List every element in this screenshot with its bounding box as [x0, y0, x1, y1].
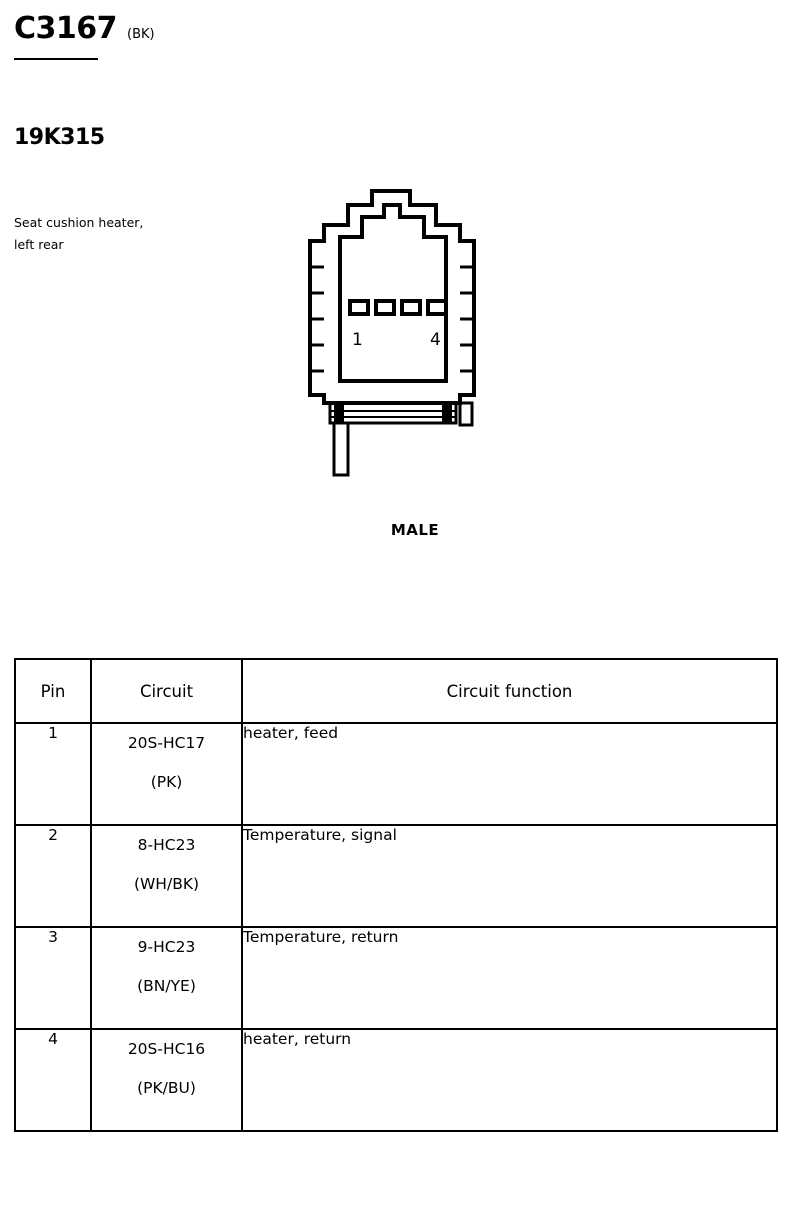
connector-description [14, 212, 194, 256]
column-header-pin: Pin [15, 659, 91, 723]
connector-svg [300, 175, 530, 485]
connector-shroud-tab-right [442, 403, 452, 423]
connector-stem [334, 423, 348, 475]
connector-inner-outline [340, 205, 446, 381]
cell-pin: 3 [15, 927, 91, 1029]
cell-circuit [91, 927, 242, 1029]
connector-diagram [300, 175, 530, 485]
part-number: 19K315 [14, 125, 105, 150]
circuit-color: (PK) [150, 773, 183, 791]
circuit-color: (WH/BK) [133, 875, 200, 893]
cell-pin: 2 [15, 825, 91, 927]
pinout-table [14, 658, 778, 1132]
circuit-code: 20S-HC17 [127, 734, 206, 752]
connector-header [14, 11, 155, 46]
connector-id: C3167 [14, 11, 118, 46]
connector-body-outline [310, 191, 474, 403]
column-header-function: Circuit function [242, 659, 777, 723]
terminal-cavity-4 [428, 301, 446, 314]
cell-function: Temperature, return [242, 927, 777, 1029]
cell-function: heater, feed [242, 723, 777, 825]
connector-color-code: (BK) [127, 27, 155, 42]
circuit-code: 9-HC23 [137, 938, 196, 956]
circuit-code: 8-HC23 [137, 836, 196, 854]
header-underline [14, 58, 98, 60]
terminal-cavity-2 [376, 301, 394, 314]
cell-pin: 1 [15, 723, 91, 825]
cell-circuit [91, 825, 242, 927]
table-header-row [15, 659, 777, 723]
pin-number-first: 1 [352, 330, 363, 350]
connector-shroud-tab-left [334, 403, 344, 423]
description-line-2: left rear [14, 237, 64, 252]
cell-circuit [91, 1029, 242, 1131]
connector-gender-label: MALE [390, 521, 440, 539]
column-header-circuit: Circuit [91, 659, 242, 723]
cell-circuit [91, 723, 242, 825]
connector-shroud [330, 403, 456, 423]
table-row [15, 723, 777, 825]
circuit-color: (BN/YE) [137, 977, 196, 995]
cell-function: Temperature, signal [242, 825, 777, 927]
circuit-color: (PK/BU) [137, 1079, 196, 1097]
table-row [15, 927, 777, 1029]
table-row [15, 825, 777, 927]
connector-right-ribs [460, 267, 474, 371]
cell-pin: 4 [15, 1029, 91, 1131]
terminal-cavity-1 [350, 301, 368, 314]
circuit-code: 20S-HC16 [127, 1040, 206, 1058]
connector-shroud-lines [330, 411, 456, 417]
connector-left-ribs [310, 267, 324, 371]
description-line-1: Seat cushion heater, [14, 215, 144, 230]
table-row [15, 1029, 777, 1131]
cell-function: heater, return [242, 1029, 777, 1131]
connector-lock-tab [460, 403, 472, 425]
terminal-cavity-3 [402, 301, 420, 314]
pin-number-last: 4 [430, 330, 441, 350]
